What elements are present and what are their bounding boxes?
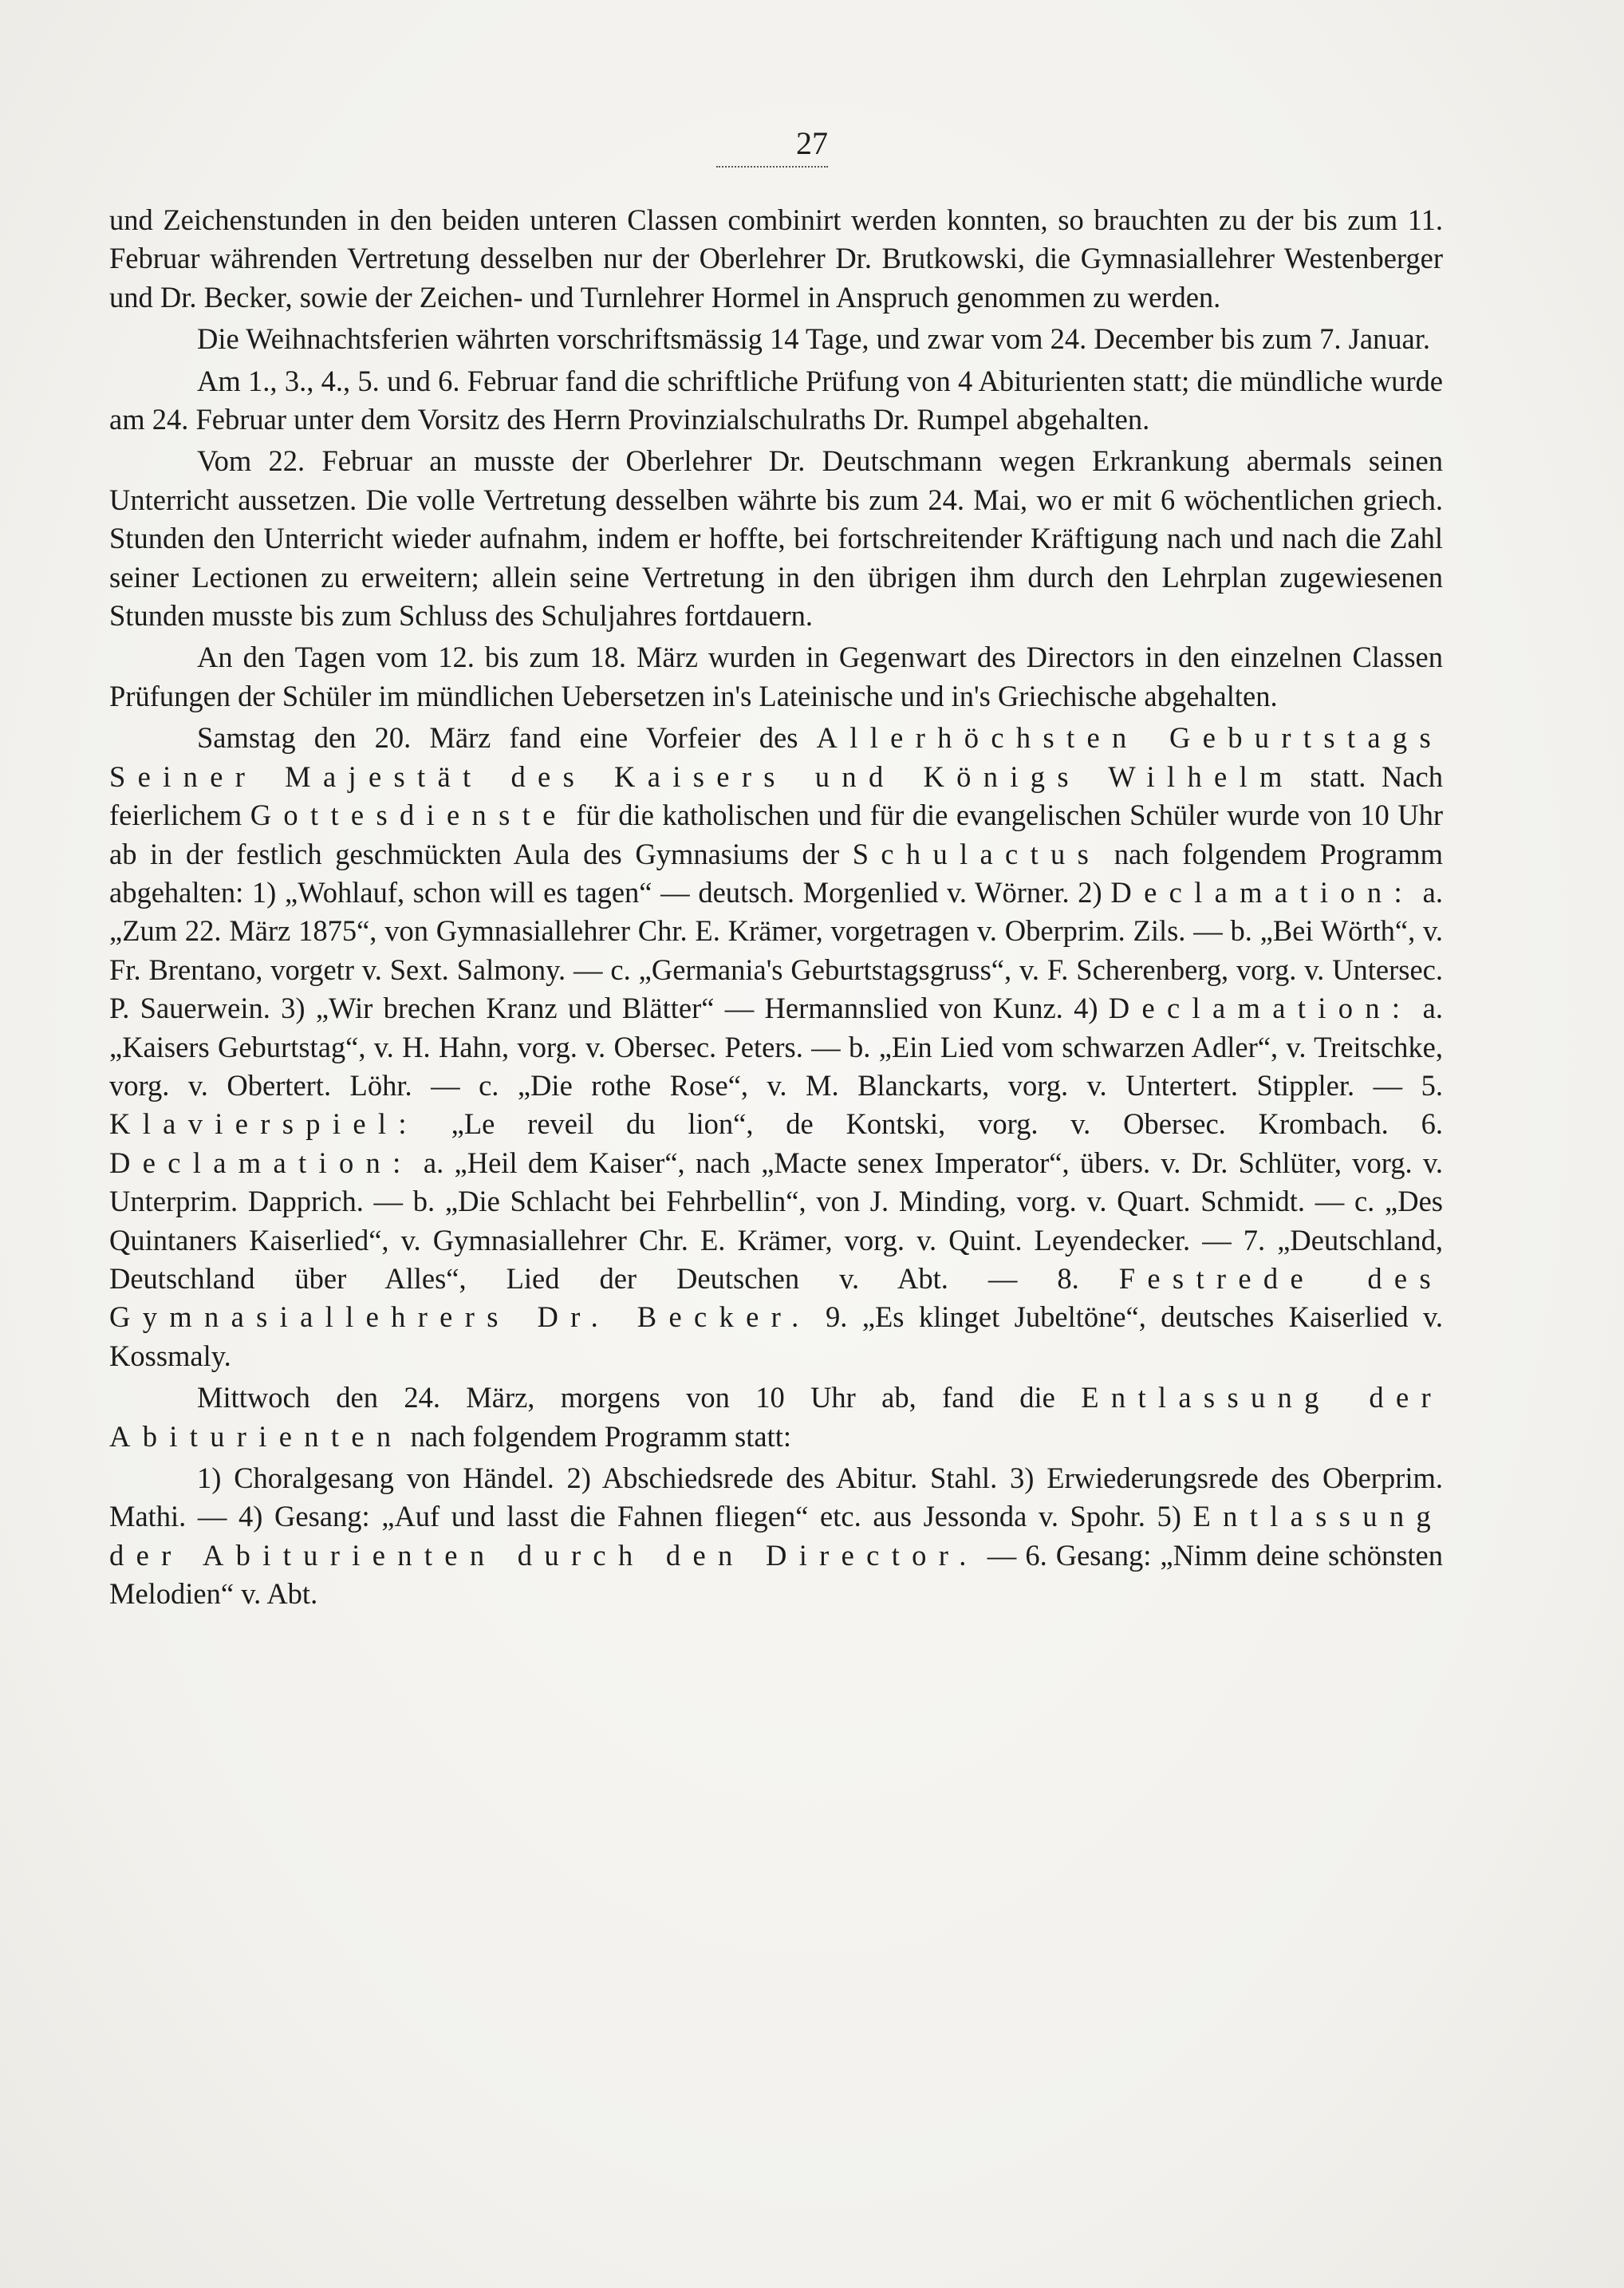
text-run: Mittwoch den 24. März, morgens von 10 Uhr ab, fand die (197, 1381, 1082, 1414)
paragraph-illness: Vom 22. Februar an musste der Oberlehrer Dr. Deutschmann wegen Erkrankung abermals seinen Unterricht aussetzen. Die volle Vertretung desselben währte bis zum 24. Mai, wo er mit 6 wöchentlichen griech. Stunden den Unterricht wieder aufnahm, indem er hoffte, bei fortschreitender Kräftigung nach und nach die Zahl seiner Lectionen zu erweitern; allein seine Vertretung in den übrigen ihm durch den Lehrplan zugewiesenen Stunden musste bis zum Schluss des Schuljahres fortdauern. (109, 444, 1443, 633)
spaced-text: Klavierspiel: (109, 1107, 419, 1141)
paragraph-graduation (109, 1379, 1443, 1456)
text-run: a. „Kaisers Geburtstag“, v. H. Hahn, vorg. v. Obersec. Peters. — b. „Ein Lied vom schwarzen Adler“, v. Treitschke, vorg. v. Obertert. Löhr. — c. „Die rothe Rose“, v. M. Blanckarts, vorg. v. Untertert. Stippler. — 5. (109, 992, 1443, 1102)
text-run: nach folgendem Programm statt: (403, 1419, 792, 1453)
spaced-text: Festrede des Gymnasiallehrers Dr. Becker. (109, 1261, 1443, 1334)
text-run: a. „Heil dem Kaiser“, nach „Macte senex Imperator“, übers. v. Dr. Schlüter, vorg. v. Unterprim. Dapprich. — b. „Die Schlacht bei Fehrbellin“, von J. Minding, vorg. v. Quart. Schmidt. — c. „Des Quintaners Kaiserlied“, v. Gymnasiallehrer Chr. E. Krämer, vorg. v. Quint. Leyendecker. — 7. „Deutschland, Deutschland über Alles“, Lied der Deutschen v. Abt. — 8. (109, 1146, 1443, 1295)
spaced-text: Entlassung der Abiturienten (109, 1381, 1443, 1453)
text-run: 1) Choralgesang von Händel. 2) Abschiedsrede des Abitur. Stahl. 3) Erwiederungsrede des Oberprim. Mathi. — 4) Gesang: „Auf und lasst die Fahnen fliegen“ etc. aus Jessonda v. Spohr. 5) (109, 1462, 1443, 1533)
text-run: a. „Zum 22. März 1875“, von Gymnasiallehrer Chr. E. Krämer, vorgetragen v. Oberprim. Zils. — b. „Bei Wörth“, v. Fr. Brentano, vorgetr v. Sext. Salmony. — c. „Germania's Geburtstagsgruss“, v. F. Scherenberg, vorg. v. Untersec. P. Sauerwein. 3) „Wir brechen Kranz und Blätter“ — Hermannslied von Kunz. 4) (109, 875, 1444, 1025)
paragraph-birthday-celebration (109, 719, 1443, 1375)
text-run: — 6. Gesang: „Nimm deine schönsten Melodien“ v. Abt. (109, 1538, 1443, 1611)
paragraph-continuation: und Zeichenstunden in den beiden unteren Classen combinirt werden konnten, so brauchten zu der bis zum 11. Februar währenden Vertretung desselben nur der Oberlehrer Dr. Brutkowski, die Gymnasiallehrer Westenberger und Dr. Becker, sowie der Zeichen- und Turnlehrer Hormel in Anspruch genommen zu werden. (109, 203, 1443, 314)
spaced-text: Gottesdienste (250, 799, 568, 832)
paragraph-christmas-holidays: Die Weihnachtsferien währten vorschriftsmässig 14 Tage, und zwar vom 24. December bis zum 7. Januar. (197, 322, 1430, 356)
spaced-text: Allerhöchsten Geburtstags Seiner Majestät des Kaisers und Königs Wilhelm (109, 721, 1443, 793)
paragraph-graduation-program (109, 1459, 1443, 1614)
body-text (109, 201, 1443, 1617)
spaced-text: Declamation: (1110, 875, 1414, 909)
spaced-text: Entlassung der Abiturienten durch den Director. (109, 1500, 1443, 1572)
text-run: für die katholischen und für die evangelischen Schüler wurde von 10 Uhr ab in der festlich geschmückten Aula des Gymnasiums der (109, 799, 1443, 870)
paragraph-class-exams: An den Tagen vom 12. bis zum 18. März wurden in Gegenwart des Directors in den einzelnen Classen Prüfungen der Schüler im mündlichen Uebersetzen in's Lateinische und in's Griechische abgehalten. (109, 641, 1443, 712)
text-run: nach folgendem Programm abgehalten: 1) „Wohlauf, schon will es tagen“ — deutsch. Morgenlied v. Wörner. 2) (109, 837, 1443, 909)
page-number-ornament (716, 166, 828, 176)
text-run: 9. „Es klinget Jubeltöne“, deutsches Kaiserlied v. Kossmaly. (109, 1300, 1443, 1372)
spaced-text: Schulactus (852, 837, 1102, 870)
text-run: Samstag den 20. März fand eine Vorfeier des (197, 721, 817, 755)
paragraph-final-exam: Am 1., 3., 4., 5. und 6. Februar fand die schriftliche Prüfung von 4 Abiturienten statt; die mündliche wurde am 24. Februar unter dem Vorsitz des Herrn Provinzialschulraths Dr. Rumpel abgehalten. (109, 364, 1443, 436)
text-run: statt. Nach feierlichem (109, 759, 1443, 832)
spaced-text: Declamation: (109, 1146, 413, 1179)
text-run: „Le reveil du lion“, de Kontski, vorg. v. Obersec. Krombach. 6. (418, 1107, 1443, 1141)
spaced-text: Declamation: (1108, 992, 1413, 1025)
page-number: 27 (796, 125, 828, 161)
